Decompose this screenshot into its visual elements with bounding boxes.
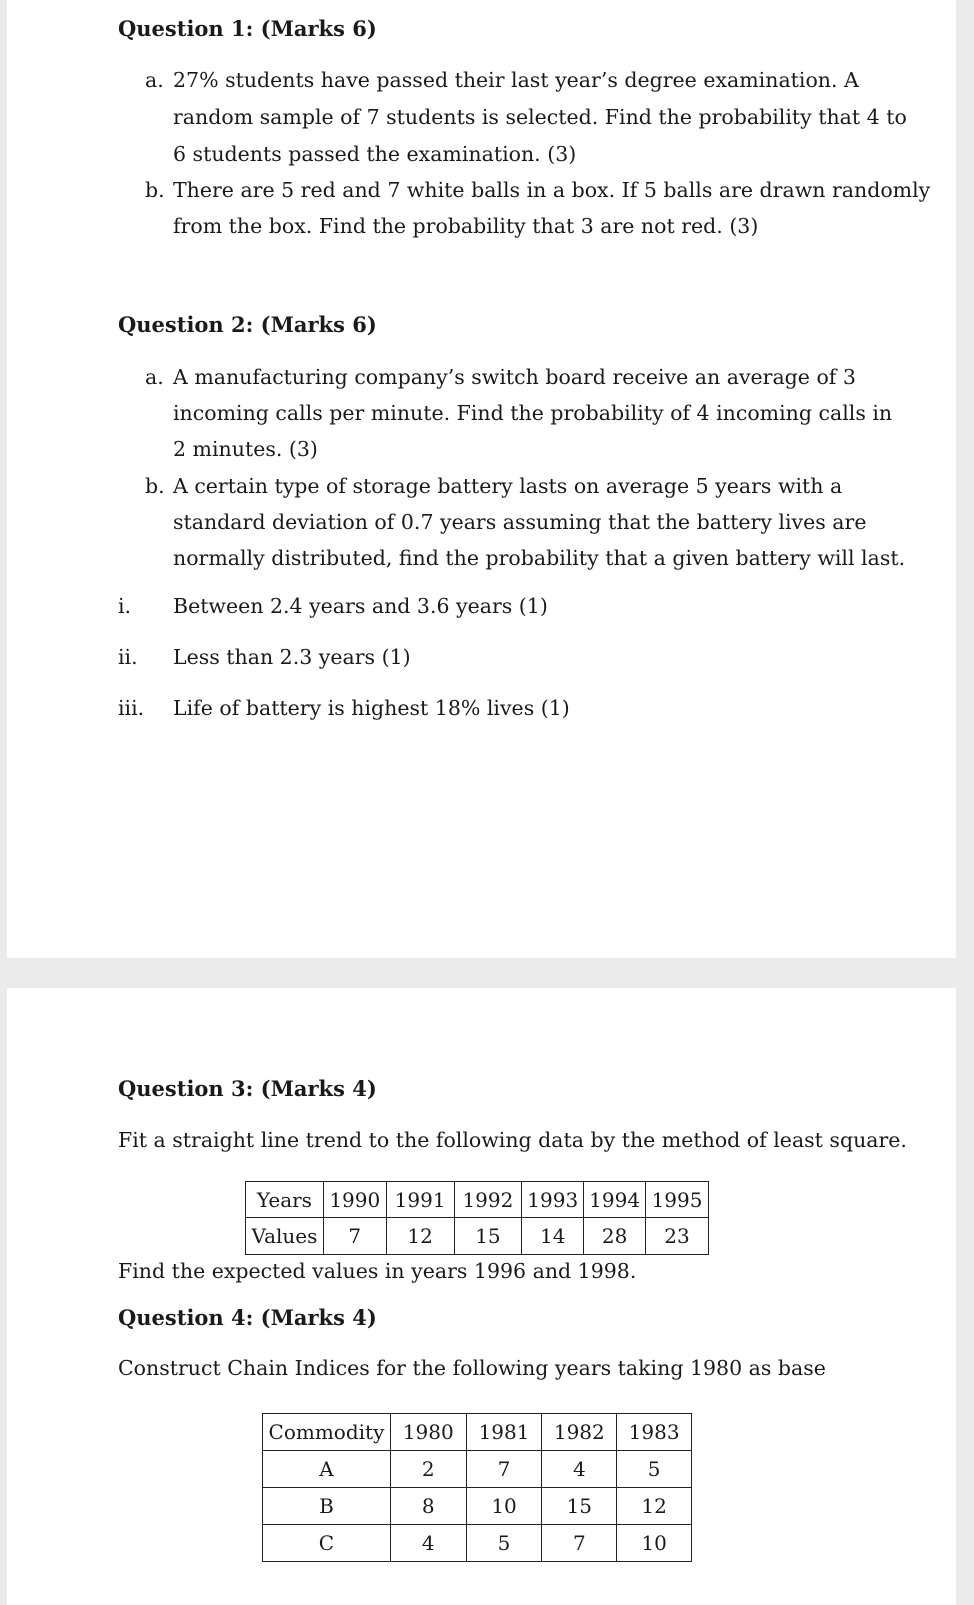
q1-b-line-2: from the box. Find the probability that 3 are not red. (3): [173, 214, 759, 238]
q4-cell-value: 10: [466, 1488, 542, 1525]
q4-data-table: [262, 1413, 692, 1562]
q1-b-line-1: There are 5 red and 7 white balls in a box. If 5 balls are drawn randomly: [173, 178, 931, 202]
q3-cell-year: 1994: [584, 1182, 646, 1218]
q4-cell-value: 7: [542, 1525, 617, 1562]
q2-b-label: b.: [145, 474, 165, 498]
q3-cell-value: 23: [646, 1218, 709, 1255]
question-3-title: Question 3: (Marks 4): [118, 1076, 377, 1101]
q3-cell-value: 7: [323, 1218, 386, 1255]
q3-cell-year: 1993: [522, 1182, 584, 1218]
q2-b-line-1: A certain type of storage battery lasts on average 5 years with a: [173, 474, 843, 498]
q2-b-line-2: standard deviation of 0.7 years assuming that the battery lives are: [173, 510, 867, 534]
q2-sub-ii-label: ii.: [118, 645, 138, 669]
q4-cell-value: 10: [617, 1525, 692, 1562]
q4-row-a: [263, 1451, 692, 1488]
q4-cell-value: 2: [390, 1451, 466, 1488]
q4-cell-commodity: C: [263, 1525, 391, 1562]
q4-cell-commodity: A: [263, 1451, 391, 1488]
q4-cell-commodity: B: [263, 1488, 391, 1525]
q3-cell-year: 1995: [646, 1182, 709, 1218]
q4-cell-year: 1981: [466, 1414, 542, 1451]
q4-cell-commodity-header: Commodity: [263, 1414, 391, 1451]
q4-cell-year: 1982: [542, 1414, 617, 1451]
q2-b-line-3: normally distributed, find the probability that a given battery will last.: [173, 546, 906, 570]
q4-cell-value: 7: [466, 1451, 542, 1488]
q3-cell-value: 12: [386, 1218, 454, 1255]
q3-cell-year: 1992: [454, 1182, 522, 1218]
question-1-title: Question 1: (Marks 6): [118, 16, 377, 41]
q4-cell-year: 1980: [390, 1414, 466, 1451]
q4-cell-value: 4: [390, 1525, 466, 1562]
q2-a-label: a.: [145, 365, 164, 389]
q4-cell-value: 12: [617, 1488, 692, 1525]
q3-values-row: [246, 1218, 709, 1255]
q1-a-line-2: random sample of 7 students is selected. Find the probability that 4 to: [173, 105, 907, 129]
q2-sub-ii-text: Less than 2.3 years (1): [173, 645, 411, 669]
q1-a-label: a.: [145, 68, 164, 92]
q3-years-row: [246, 1182, 709, 1218]
q4-row-c: [263, 1525, 692, 1562]
q2-sub-i-text: Between 2.4 years and 3.6 years (1): [173, 594, 548, 618]
q3-instruction: Fit a straight line trend to the following data by the method of least square.: [118, 1128, 907, 1152]
q4-cell-value: 8: [390, 1488, 466, 1525]
q4-cell-value: 5: [617, 1451, 692, 1488]
q4-cell-value: 5: [466, 1525, 542, 1562]
q3-cell-years-header: Years: [246, 1182, 324, 1218]
q1-a-line-3: 6 students passed the examination. (3): [173, 142, 577, 166]
q2-a-line-1: A manufacturing company’s switch board receive an average of 3: [173, 365, 856, 389]
q2-a-line-2: incoming calls per minute. Find the probability of 4 incoming calls in: [173, 401, 893, 425]
q3-cell-year: 1991: [386, 1182, 454, 1218]
q1-a-line-1: 27% students have passed their last year’s degree examination. A: [173, 68, 859, 92]
q4-row-b: [263, 1488, 692, 1525]
page-2: [7, 988, 956, 1605]
q4-cell-value: 4: [542, 1451, 617, 1488]
q3-data-table: [245, 1181, 709, 1255]
q3-cell-values-header: Values: [246, 1218, 324, 1255]
page-1: [7, 0, 956, 958]
question-4-title: Question 4: (Marks 4): [118, 1305, 377, 1330]
q4-cell-value: 15: [542, 1488, 617, 1525]
q3-followup: Find the expected values in years 1996 and 1998.: [118, 1259, 637, 1283]
q4-instruction: Construct Chain Indices for the following years taking 1980 as base: [118, 1356, 826, 1380]
q2-sub-iii-label: iii.: [118, 696, 145, 720]
q3-cell-year: 1990: [323, 1182, 386, 1218]
q2-sub-i-label: i.: [118, 594, 132, 618]
q4-header-row: [263, 1414, 692, 1451]
q3-cell-value: 14: [522, 1218, 584, 1255]
q1-b-label: b.: [145, 178, 165, 202]
question-2-title: Question 2: (Marks 6): [118, 312, 377, 337]
q2-sub-iii-text: Life of battery is highest 18% lives (1): [173, 696, 570, 720]
q2-a-line-3: 2 minutes. (3): [173, 437, 318, 461]
q3-cell-value: 28: [584, 1218, 646, 1255]
q4-cell-year: 1983: [617, 1414, 692, 1451]
q3-cell-value: 15: [454, 1218, 522, 1255]
